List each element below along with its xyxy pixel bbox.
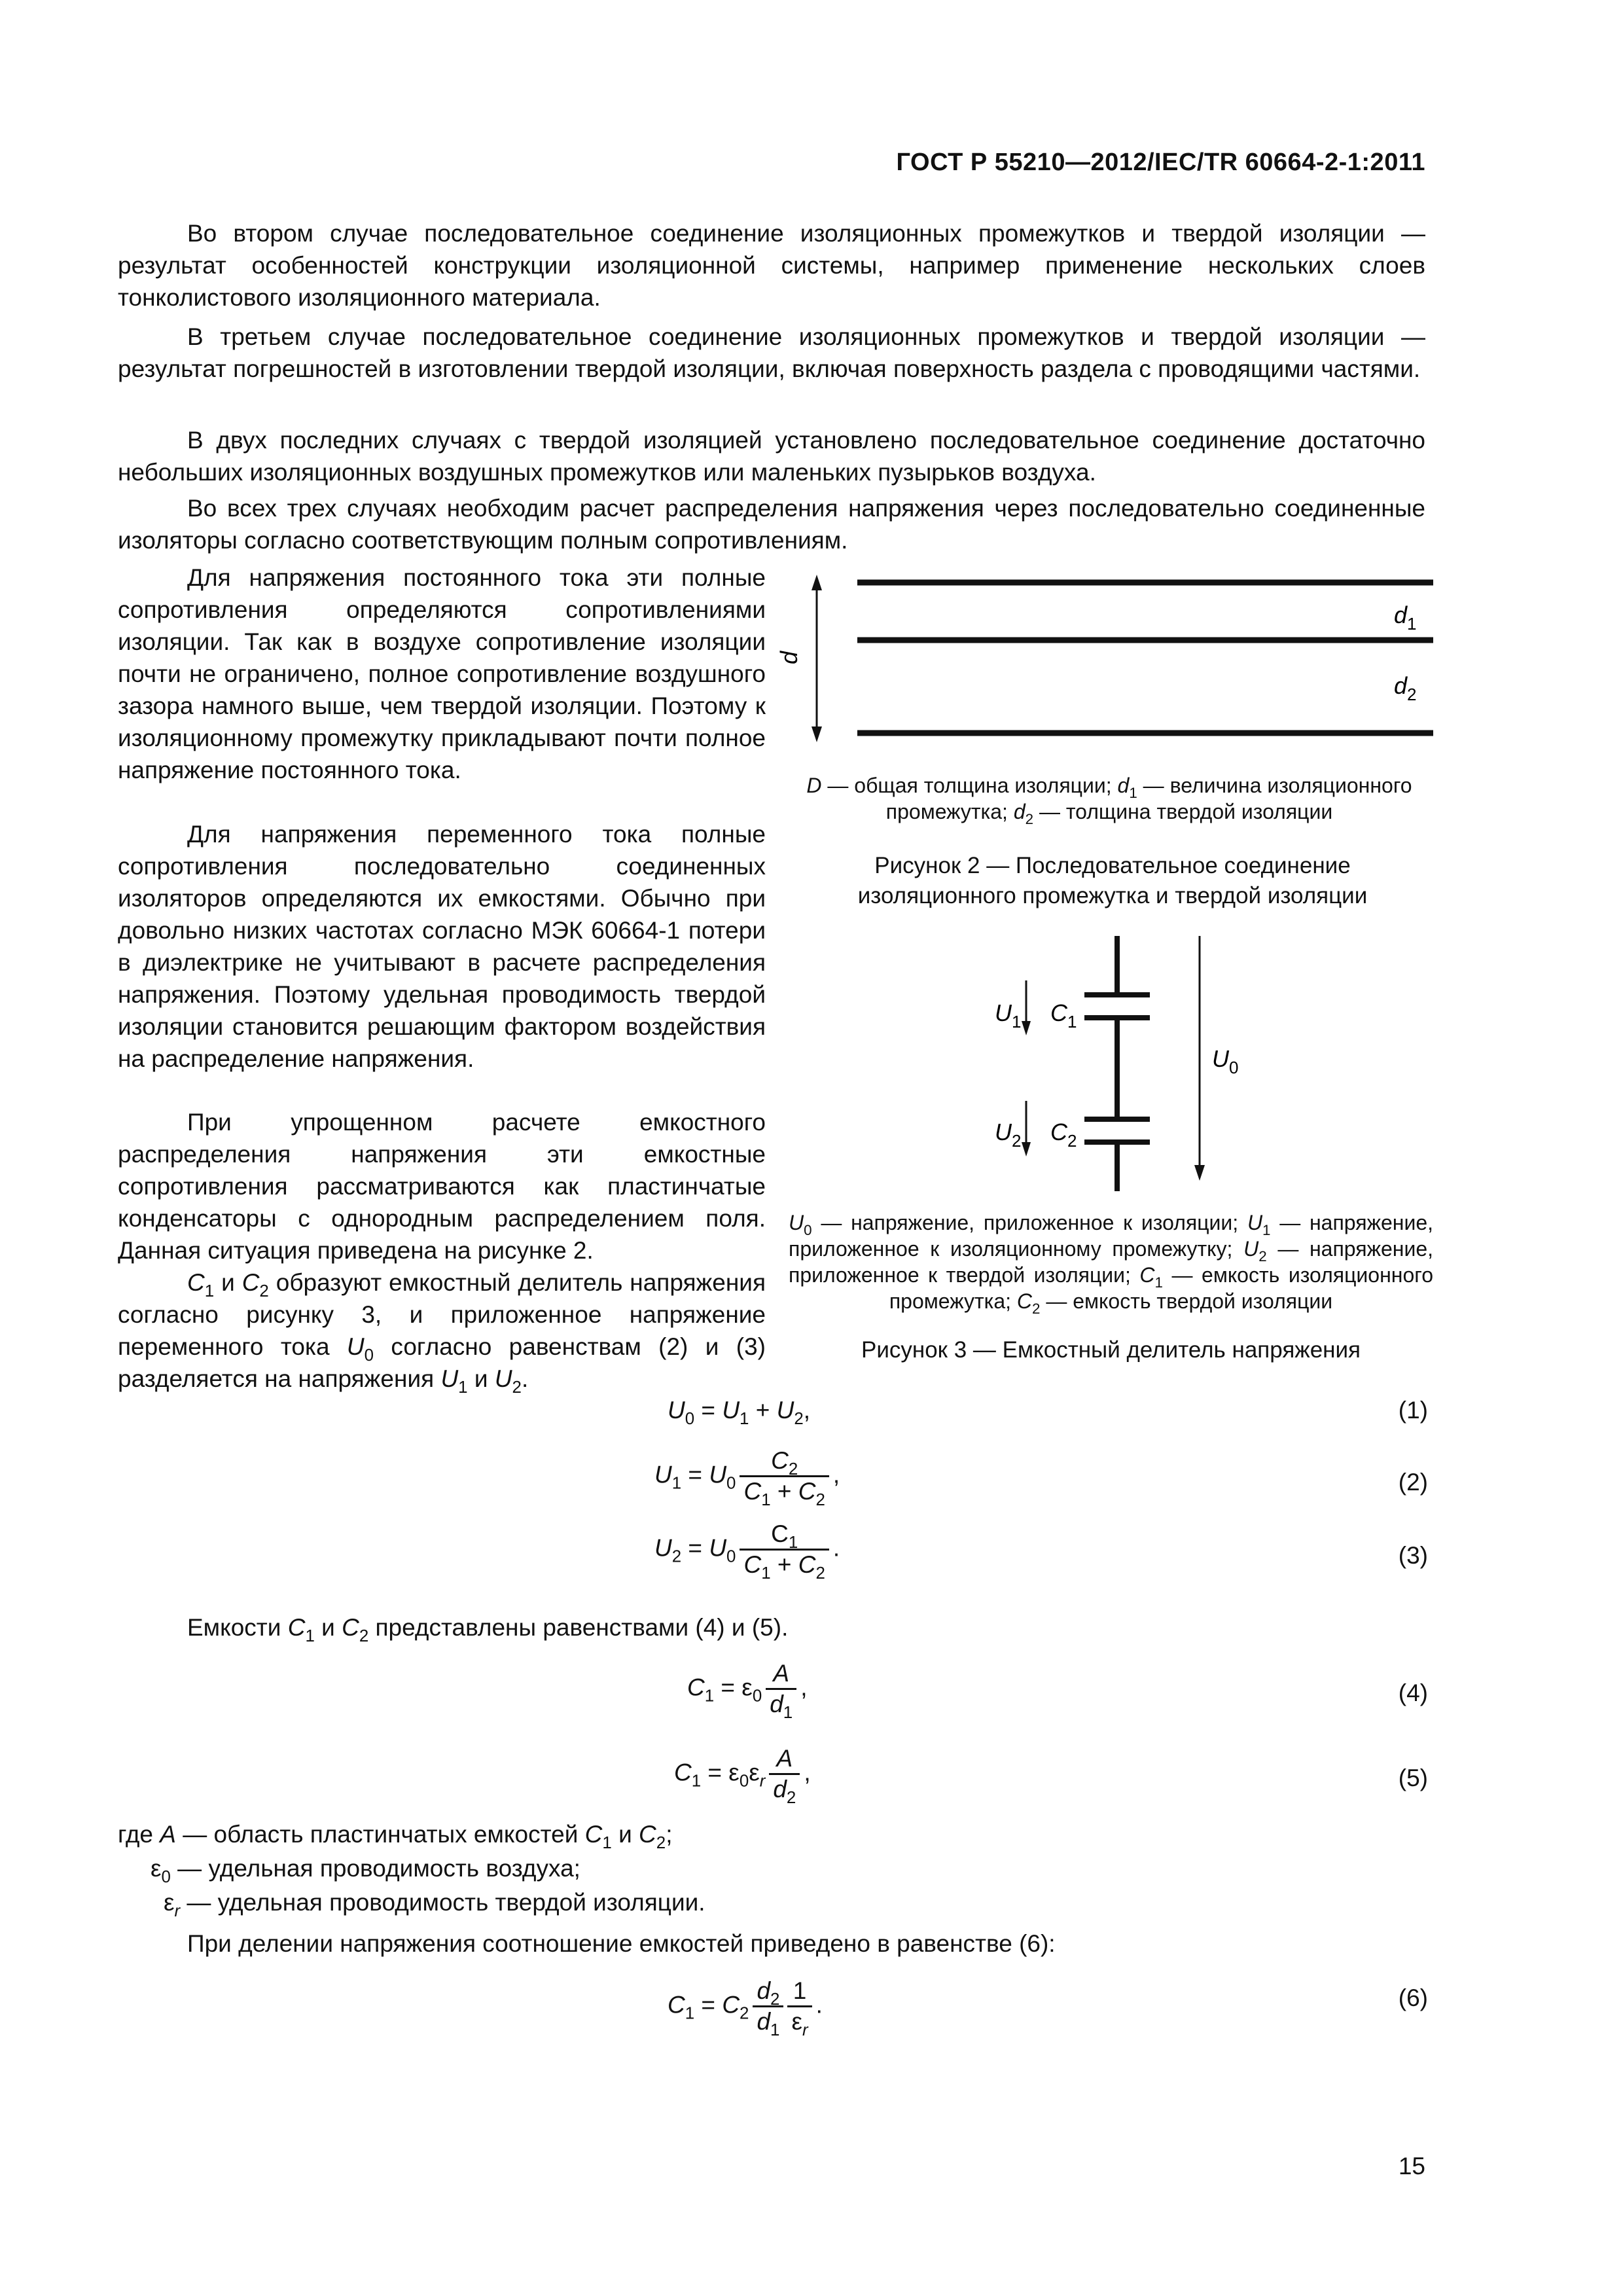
definition-epsilon0: $\varepsilon_0$ — удельная проводимость воздуха; <box>151 1855 580 1887</box>
equation-4: $C_1 = \varepsilon_0$ $\frac{A}{d_1}$ , <box>687 1660 808 1723</box>
figure-2-caption: Рисунок 2 — Последовательное соединение изоляционного промежутка и твердой изоляции <box>857 853 1368 908</box>
paragraph-dc-voltage: Для напряжения постоянного тока эти полные сопротивления определяются сопротивлениями изоляции. Так как в воздухе сопротивление изоляции почти не ограничено, полное сопротивление воздушного зазора намного выше, чем твердой изоляции. Поэтому к изоляционному промежутку прикладывают почти полное напряжение постоянного тока. <box>118 564 766 783</box>
figure-2-diagram <box>776 563 1440 753</box>
equation-6-number: (6) <box>1398 1984 1428 2011</box>
equation-1: $U_0 = U_1 + U_2$, <box>668 1397 811 1429</box>
figure-3-diagram <box>955 929 1296 1191</box>
paragraph-last-two-cases: В двух последних случаях с твердой изоляцией установлено последовательное соединение достаточно небольших изоляционных воздушных промежутков или маленьких пузырьков воздуха. <box>118 427 1425 486</box>
document-header: ГОСТ Р 55210—2012/IEC/TR 60664-2-1:2011 <box>896 149 1425 176</box>
equation-4-number: (4) <box>1398 1679 1428 1706</box>
paragraph-simplified-calc: При упрощенном расчете емкостного распределения напряжения эти емкостные сопротивления рассматриваются как пластинчатые конденсаторы с однородным распределением поля. Данная ситуация приведена на рисунке 2. <box>118 1109 766 1264</box>
fig2-label-d2: $d_2$ <box>1394 672 1417 704</box>
paragraph-ac-voltage: Для напряжения переменного тока полные сопротивления последовательно соединенных изоляторов определяются их емкостями. Обычно при довольно низких частотах согласно МЭК 60664-1 потери в диэлектрике не учитывают в расчете распределения напряжения. Поэтому удельная проводимость твердой изоляции становится решающим фактором воздействия на распределение напряжения. <box>118 821 766 1072</box>
division-text: При делении напряжения соотношение емкостей приведено в равенстве (6): <box>187 1930 1056 1957</box>
equation-2-number: (2) <box>1398 1469 1428 1496</box>
definition-a: где A — область пластинчатых емкостей $C_1$ и $C_2$; <box>118 1821 673 1853</box>
paragraph-second-case: Во втором случае последовательное соединение изоляционных промежутков и твердой изоляции — результат особенностей конструкции изоляционной системы, например применение нескольких слоев тонколистового изоляционного материала. <box>118 220 1425 311</box>
fig3-label-u2: $U_2$ <box>995 1119 1022 1151</box>
definition-epsilonr: $\varepsilon_r$ — удельная проводимость твердой изоляции. <box>164 1889 705 1921</box>
figure-3-caption: Рисунок 3 — Емкостный делитель напряжения <box>861 1337 1361 1363</box>
equation-3: $U_2 = U_0$ $\frac{C_1}{C_1 + C_2}$ . <box>654 1520 840 1583</box>
paragraph-capacitive-divider: $C_1$ и $C_2$ образуют емкостный делитель напряжения согласно рисунку 3, и приложенное напряжение переменного тока $U_0$ согласно равенствам (2) и (3) разделяется на напряжения $U_1$ и $U_2$. <box>118 1269 766 1397</box>
equation-1-number: (1) <box>1398 1397 1428 1424</box>
equation-3-number: (3) <box>1398 1542 1428 1569</box>
equation-5-number: (5) <box>1398 1765 1428 1791</box>
capacities-intro: Емкости $C_1$ и $C_2$ представлены равенствами (4) и (5). <box>187 1614 789 1646</box>
fig2-label-d1: $d_1$ <box>1394 601 1417 634</box>
fig3-label-u1: $U_1$ <box>995 999 1022 1031</box>
fig3-label-c1: $C_1$ <box>1050 999 1077 1031</box>
fig3-label-u0: $U_0$ <box>1212 1045 1239 1077</box>
fig3-label-c2: $C_2$ <box>1050 1119 1077 1151</box>
paragraph-all-three-cases: Во всех трех случаях необходим расчет распределения напряжения через последовательно соединенные изоляторы согласно соответствующим полным сопротивлениям. <box>118 495 1425 554</box>
fig2-label-d: d <box>776 651 802 665</box>
equation-2: $U_1 = U_0$ $\frac{C_2}{C_1 + C_2}$ , <box>654 1447 840 1510</box>
paragraph-third-case: В третьем случае последовательное соединение изоляционных промежутков и твердой изоляции — результат погрешностей в изготовлении твердой изоляции, включая поверхность раздела с проводящими частями. <box>118 323 1425 382</box>
equation-5: $C_1 = \varepsilon_0\varepsilon_r$ $\frac{A}{d_2}$ , <box>674 1745 811 1808</box>
equation-6: $C_1 = C_2$ $\frac{d_2}{d_1}$ $\frac{1}{\varepsilon_r}$ . <box>668 1977 823 2040</box>
page-number: 15 <box>1398 2153 1425 2179</box>
figure-2-legend: D — общая толщина изоляции; $d_1$ — величина изоляционного промежутка; $d_2$ — толщина твердой изоляции <box>806 774 1412 827</box>
figure-3-legend: $U_0$ — напряжение, приложенное к изоляции; $U_1$ — напряжение, приложенное к изоляционному промежутку; $U_2$ — напряжение, приложенное к твердой изоляции; $C_1$ — емкость изоляционного промежутка; $C_2$ — емкость твердой изоляции <box>789 1211 1434 1317</box>
